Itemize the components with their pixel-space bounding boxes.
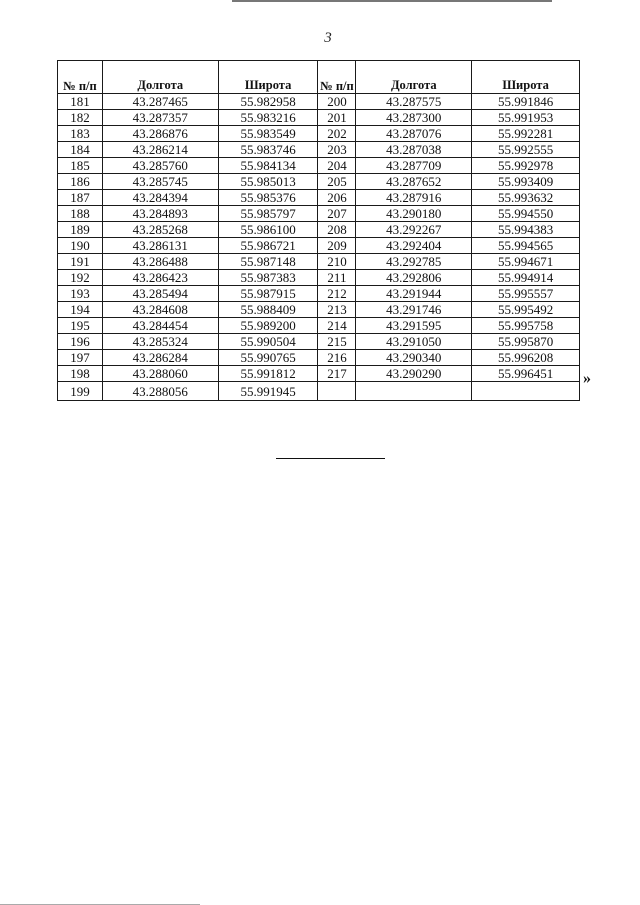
table-cell: 55.985797 (218, 206, 318, 222)
table-cell: 43.286284 (102, 350, 218, 366)
table-row (58, 110, 580, 126)
table-row (58, 270, 580, 286)
table-cell: 192 (58, 270, 103, 286)
table-cell: 43.284454 (102, 318, 218, 334)
table-cell: 43.291746 (356, 302, 472, 318)
table-cell: 43.288060 (102, 366, 218, 382)
table-cell: 55.992281 (472, 126, 580, 142)
table-cell: 43.287709 (356, 158, 472, 174)
table-cell: 193 (58, 286, 103, 302)
table-cell: 43.291595 (356, 318, 472, 334)
table-cell: 55.994565 (472, 238, 580, 254)
table-cell: 55.986721 (218, 238, 318, 254)
table-cell: 43.286423 (102, 270, 218, 286)
table-cell: 43.285324 (102, 334, 218, 350)
table-cell: 190 (58, 238, 103, 254)
table-cell: 43.287465 (102, 94, 218, 110)
table-cell: 43.287300 (356, 110, 472, 126)
separator-line (276, 458, 385, 459)
table-cell: 55.983216 (218, 110, 318, 126)
table-cell: 215 (318, 334, 356, 350)
table-cell: 43.287038 (356, 142, 472, 158)
table-cell: 195 (58, 318, 103, 334)
table-cell: 206 (318, 190, 356, 206)
table-cell: 43.287575 (356, 94, 472, 110)
table-cell: 184 (58, 142, 103, 158)
table-cell: 55.995870 (472, 334, 580, 350)
table-cell: 43.285494 (102, 286, 218, 302)
table-cell: 55.991945 (218, 382, 318, 401)
header-latitude-left: Широта (218, 61, 318, 94)
table-cell: 43.292785 (356, 254, 472, 270)
table-cell: 55.995557 (472, 286, 580, 302)
table-cell: 43.287652 (356, 174, 472, 190)
table-cell: 216 (318, 350, 356, 366)
table-cell: 43.286876 (102, 126, 218, 142)
table-cell: 55.985376 (218, 190, 318, 206)
table-cell: 55.991846 (472, 94, 580, 110)
table-cell: 43.287916 (356, 190, 472, 206)
header-longitude-right: Долгота (356, 61, 472, 94)
table-cell: 185 (58, 158, 103, 174)
table-row (58, 142, 580, 158)
table-cell: 55.992555 (472, 142, 580, 158)
table-cell: 43.284394 (102, 190, 218, 206)
table-row (58, 94, 580, 110)
table-cell: 210 (318, 254, 356, 270)
table-cell: 186 (58, 174, 103, 190)
table-row (58, 206, 580, 222)
header-latitude-right: Широта (472, 61, 580, 94)
table-row (58, 174, 580, 190)
table-cell: 43.286131 (102, 238, 218, 254)
table-cell: 43.291944 (356, 286, 472, 302)
table-row (58, 238, 580, 254)
table-row (58, 302, 580, 318)
table-cell: 191 (58, 254, 103, 270)
table-cell: 182 (58, 110, 103, 126)
table-cell: 43.291050 (356, 334, 472, 350)
table-cell: 43.290340 (356, 350, 472, 366)
table-cell: 194 (58, 302, 103, 318)
table-cell: 55.987148 (218, 254, 318, 270)
table-cell: 43.284893 (102, 206, 218, 222)
table-cell (356, 382, 472, 401)
table-cell: 214 (318, 318, 356, 334)
table-cell: 43.286488 (102, 254, 218, 270)
table-cell: 55.990504 (218, 334, 318, 350)
coordinates-table (57, 60, 580, 401)
table-cell: 55.994550 (472, 206, 580, 222)
table-row (58, 126, 580, 142)
header-longitude-left: Долгота (102, 61, 218, 94)
table-cell: 198 (58, 366, 103, 382)
table-row (58, 254, 580, 270)
table-cell: 43.288056 (102, 382, 218, 401)
table-cell: 212 (318, 286, 356, 302)
table-cell: 55.982958 (218, 94, 318, 110)
table-cell: 181 (58, 94, 103, 110)
table-cell: 209 (318, 238, 356, 254)
table-cell: 55.994383 (472, 222, 580, 238)
table-cell: 188 (58, 206, 103, 222)
table-cell: 43.284608 (102, 302, 218, 318)
table-cell: 43.292404 (356, 238, 472, 254)
table-cell: 205 (318, 174, 356, 190)
table-cell: 55.988409 (218, 302, 318, 318)
table-row (58, 222, 580, 238)
table-cell: 43.287357 (102, 110, 218, 126)
table-cell: 189 (58, 222, 103, 238)
table-cell: 55.987383 (218, 270, 318, 286)
table-cell: 213 (318, 302, 356, 318)
table-cell: 55.989200 (218, 318, 318, 334)
table-row (58, 190, 580, 206)
table-cell: 55.996451 (472, 366, 580, 382)
table-cell: 207 (318, 206, 356, 222)
table-cell: 197 (58, 350, 103, 366)
page-number: 3 (324, 30, 332, 46)
table-row (58, 366, 580, 382)
table-cell: 55.993632 (472, 190, 580, 206)
closing-quote-mark: » (583, 370, 591, 387)
table-cell: 217 (318, 366, 356, 382)
table-cell: 55.991953 (472, 110, 580, 126)
table-cell: 211 (318, 270, 356, 286)
table-cell: 55.985013 (218, 174, 318, 190)
table-cell: 55.992978 (472, 158, 580, 174)
table-header-row (58, 61, 580, 94)
table-cell: 43.285268 (102, 222, 218, 238)
table-cell: 55.990765 (218, 350, 318, 366)
table-row (58, 158, 580, 174)
table-cell: 43.285745 (102, 174, 218, 190)
table-cell: 208 (318, 222, 356, 238)
table-cell: 55.994914 (472, 270, 580, 286)
table-cell: 55.996208 (472, 350, 580, 366)
table-row (58, 286, 580, 302)
table-cell: 43.285760 (102, 158, 218, 174)
top-edge-rule (232, 0, 552, 2)
table-cell: 196 (58, 334, 103, 350)
table-cell: 55.995758 (472, 318, 580, 334)
table-cell: 43.290180 (356, 206, 472, 222)
table-cell: 202 (318, 126, 356, 142)
table-cell: 204 (318, 158, 356, 174)
table-cell: 55.995492 (472, 302, 580, 318)
header-number-left: № п/п (58, 61, 103, 94)
table-cell: 183 (58, 126, 103, 142)
table-row (58, 382, 580, 401)
table-cell: 55.984134 (218, 158, 318, 174)
table-cell: 43.286214 (102, 142, 218, 158)
table-cell: 43.290290 (356, 366, 472, 382)
table-cell: 55.983549 (218, 126, 318, 142)
header-number-right: № п/п (318, 61, 356, 94)
table-cell: 55.986100 (218, 222, 318, 238)
table-cell: 55.993409 (472, 174, 580, 190)
table-cell: 43.287076 (356, 126, 472, 142)
table-cell (472, 382, 580, 401)
table-cell: 200 (318, 94, 356, 110)
table-row (58, 334, 580, 350)
table-cell: 55.983746 (218, 142, 318, 158)
table-cell: 203 (318, 142, 356, 158)
table-cell: 43.292806 (356, 270, 472, 286)
table-cell: 55.987915 (218, 286, 318, 302)
table-cell: 187 (58, 190, 103, 206)
table-cell: 55.991812 (218, 366, 318, 382)
table-row (58, 318, 580, 334)
table-cell (318, 382, 356, 401)
table-cell: 55.994671 (472, 254, 580, 270)
table-row (58, 350, 580, 366)
table-cell: 199 (58, 382, 103, 401)
table-cell: 43.292267 (356, 222, 472, 238)
table-cell: 201 (318, 110, 356, 126)
